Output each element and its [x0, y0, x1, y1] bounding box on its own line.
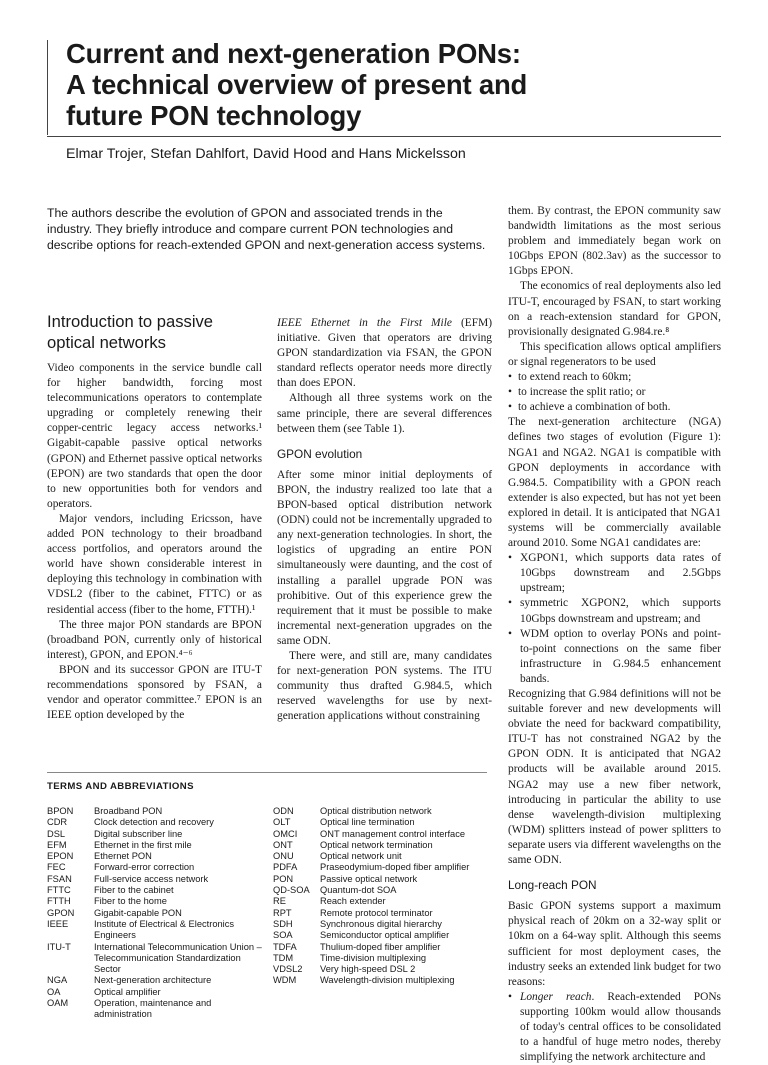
bullet-list — [508, 990, 721, 1065]
term-definition: Thulium-doped fiber amplifier — [320, 941, 441, 952]
terms-rule — [47, 772, 487, 773]
term-definition: Optical amplifier — [94, 986, 161, 997]
term-abbreviation: OLT — [273, 817, 291, 828]
term-row — [47, 829, 262, 840]
paragraph: Although all three systems work on the same principle, there are several differences between them (see Table 1). — [277, 392, 492, 435]
term-definition: Operation, maintenance and administration — [94, 998, 212, 1020]
title-line: Current and next-generation PONs: — [66, 38, 521, 69]
term-abbreviation: PDFA — [273, 862, 298, 873]
term-row — [273, 953, 488, 964]
term-row — [273, 896, 488, 907]
term-definition: ONT management control interface — [320, 828, 466, 839]
bullet-list — [508, 551, 721, 687]
term-row — [273, 885, 488, 896]
bullet-list — [508, 370, 721, 415]
term-abbreviation: NGA — [47, 975, 68, 986]
paragraph — [277, 316, 492, 391]
list-item: • XGPON1, which supports data rates of 10Gbps downstream and 2.5Gbps upstream; — [508, 551, 721, 596]
term-row — [47, 908, 262, 919]
term-abbreviation: RPT — [273, 907, 292, 918]
term-definition: Gigabit-capable PON — [94, 907, 182, 918]
title-vertical-rule — [47, 40, 48, 135]
term-row — [47, 919, 262, 942]
term-definition: Reach extender — [320, 896, 386, 907]
term-definition: Forward-error correction — [94, 862, 195, 873]
title-line: A technical overview of present and — [66, 69, 528, 100]
term-abbreviation: GPON — [47, 907, 75, 918]
term-row — [47, 851, 262, 862]
term-abbreviation: SDH — [273, 918, 293, 929]
paragraph-text: (EFM) initiative. Given that operators are driving GPON standardization via FSAN, the GPON standard reflects operator needs more directly than does EPON. — [277, 317, 492, 390]
term-row — [47, 874, 262, 885]
term-abbreviation: ODN — [273, 806, 294, 816]
title-line: future PON technology — [66, 100, 362, 131]
term-definition: International Telecommunication Union – Telecommunication Standardization Sector — [94, 941, 262, 975]
abstract: The authors describe the evolution of GPON and associated trends in the industry. They briefly introduce and compare current PON technologies and describe options for reach-extended GPON and next-generation access systems. — [47, 206, 486, 252]
list-item: • to achieve a combination of both. — [508, 400, 721, 415]
paragraph: BPON and its successor GPON are ITU-T recommendations sponsored by FSAN, a vendor and operator committee.⁷ EPON is an IEEE option developed by the — [47, 663, 262, 722]
paragraph: There were, and still are, many candidates for next-generation PON systems. The ITU community thus drafted G.984.5, which reserved wavelengths for use by next-generation applications without constraining — [277, 649, 492, 723]
term-definition: Ethernet in the first mile — [94, 839, 192, 850]
term-abbreviation: ONT — [273, 839, 293, 850]
title-horizontal-rule — [47, 136, 721, 137]
list-item: • symmetric XGPON2, which supports 10Gbps downstream and upstream; and — [508, 596, 721, 626]
list-item: • WDM option to overlay PONs and point-to-point connections on the same fiber infrastructure in G.984.5 enhancement bands. — [508, 627, 721, 687]
term-row — [47, 806, 262, 817]
term-abbreviation: OA — [47, 986, 61, 997]
term-row — [47, 817, 262, 828]
term-abbreviation: FEC — [47, 862, 66, 873]
term-row — [47, 998, 262, 1021]
term-abbreviation: DSL — [47, 828, 66, 839]
paragraph: This specification allows optical amplifiers or signal regenerators to be used — [508, 340, 721, 368]
section-heading-intro: Introduction to passive optical networks — [47, 312, 214, 352]
term-definition: Praseodymium-doped fiber amplifier — [320, 862, 470, 873]
term-definition: Fiber to the home — [94, 896, 167, 907]
term-row — [47, 862, 262, 873]
term-abbreviation: EFM — [47, 839, 67, 850]
term-definition: Full-service access network — [94, 873, 209, 884]
term-definition: Fiber to the cabinet — [94, 885, 174, 896]
term-abbreviation: OAM — [47, 998, 69, 1009]
term-definition: Quantum-dot SOA — [320, 885, 397, 896]
term-definition: Clock detection and recovery — [94, 817, 214, 828]
term-row — [273, 840, 488, 851]
term-definition: Optical network termination — [320, 839, 433, 850]
term-row — [273, 829, 488, 840]
paragraph: Major vendors, including Ericsson, have added PON technology to their broadband access portfolios, and operators around the world have shown considerable interest in deploying this technology in combination with VDSL2 (fiber to the cabinet, FTTC) or as residential access (fiber to the home, FTTH).¹ — [47, 512, 262, 616]
paragraph: After some minor initial deployments of BPON, the industry realized too late that a BPON-based optical distribution network (ODN) could not be incrementally upgraded to any next-generation technologies. In short, the logistics of upgrading an entire PON simultaneously were daunting, and the cost of installing a parallel upgrade PON was prohibitive. Out of this experience grew the requirement that it must be possible to make incremental next-generation upgrades on the same ODN. — [277, 468, 492, 647]
term-row — [273, 942, 488, 953]
author-list: Elmar Trojer, Stefan Dahlfort, David Hood and Hans Mickelsson — [66, 146, 466, 162]
term-definition: Passive optical network — [320, 873, 418, 884]
paragraph: Recognizing that G.984 definitions will not be suitable forever and new developments will obviate the need for backward compatibility, ITU-T has not constrained NGA2 by the GPON ODN. It is anticipated that NGA2 products will be available around 2015. NGA2 may use a new fiber network, introducing in particular the ability to use dense wavelength-division multiplexing (WDM) splitters instead of power splitters to separate users via different wavelengths on the same ODN. — [508, 688, 721, 867]
terms-title: TERMS AND ABBREVIATIONS — [47, 781, 194, 792]
term-row — [273, 964, 488, 975]
paragraph: Basic GPON systems support a maximum physical reach of 20km on a 32-way split or 10km on a 64-way split. Although this seems sufficient for most deployment cases, the industry seeks an extended link budget for two reasons: — [508, 900, 721, 988]
terms-column-right — [273, 806, 488, 987]
list-item: • to extend reach to 60km; — [508, 370, 721, 385]
term-abbreviation: TDM — [273, 952, 294, 963]
term-row — [273, 975, 488, 986]
term-abbreviation: FTTC — [47, 885, 71, 896]
term-row — [273, 851, 488, 862]
subsection-heading-long-reach: Long-reach PON — [508, 878, 597, 893]
term-row — [273, 919, 488, 930]
term-definition: Optical distribution network — [320, 806, 432, 816]
body-column-3 — [508, 204, 721, 1065]
longer-reach-italic: Longer reach — [520, 990, 592, 1003]
list-item — [508, 990, 721, 1065]
paragraph: Video components in the service bundle call for higher bandwidth, forcing most telecommunications operators to contemplate upgrading or completely renewing their copper-centric legacy access networks.¹ Gigabit-capable passive optical networks (GPON) and Ethernet passive optical networks (EPON) are two standards that open the door to new opportunities both for vendors and operators. — [47, 362, 262, 510]
term-abbreviation: ONU — [273, 851, 294, 862]
term-row — [47, 975, 262, 986]
term-abbreviation: FSAN — [47, 873, 72, 884]
term-definition: Optical line termination — [320, 817, 415, 828]
term-abbreviation: BPON — [47, 806, 74, 816]
term-row — [47, 896, 262, 907]
list-item-text: . Reach-extended PONs supporting 100km would allow thousands of today's central offices to be consolidated to a handful of huge metro nodes, thereby simplifying the network architecture and — [520, 990, 721, 1064]
term-row — [47, 987, 262, 998]
subsection-heading-gpon-evolution: GPON evolution — [277, 446, 363, 461]
term-definition: Semiconductor optical amplifier — [320, 930, 450, 941]
list-item: • to increase the split ratio; or — [508, 385, 721, 400]
term-definition: Very high-speed DSL 2 — [320, 964, 416, 975]
term-row — [273, 908, 488, 919]
body-column-1 — [47, 312, 262, 723]
term-row — [47, 942, 262, 976]
paragraph: The economics of real deployments also led ITU-T, encouraged by FSAN, to start working on a reach-extension standard for GPON, provisionally designated G.984.re.⁸ — [508, 280, 721, 338]
term-abbreviation: CDR — [47, 817, 68, 828]
term-abbreviation: OMCI — [273, 828, 298, 839]
term-row — [47, 885, 262, 896]
term-row — [273, 930, 488, 941]
paragraph: them. By contrast, the EPON community saw bandwidth limitations as the most serious problem and immediately began work on 10Gbps EPON (802.3av) as the successor to 1Gbps EPON. — [508, 205, 721, 278]
term-abbreviation: EPON — [47, 851, 74, 862]
term-definition: Institute of Electrical & Electronics Engineers — [94, 918, 235, 941]
term-abbreviation: ITU-T — [47, 941, 71, 952]
term-definition: Next-generation architecture — [94, 975, 212, 986]
term-row — [273, 806, 488, 817]
term-definition: Broadband PON — [94, 806, 163, 816]
term-abbreviation: RE — [273, 896, 286, 907]
term-row — [273, 817, 488, 828]
term-abbreviation: TDFA — [273, 941, 297, 952]
terms-column-left — [47, 806, 262, 1021]
paragraph: The next-generation architecture (NGA) defines two stages of evolution (Figure 1): NGA1 and NGA2. NGA1 is compatible with GPON deployments in accordance with G.984.5. Compatibility with a GPON reach extender is also expected, but has not yet been explored in detail. It is anticipated that NGA1 systems will be commercially available around 2010. Some NGA1 candidates are: — [508, 416, 721, 550]
term-abbreviation: VDSL2 — [273, 964, 303, 975]
term-abbreviation: PON — [273, 873, 294, 884]
article-title — [66, 38, 716, 131]
term-row — [47, 840, 262, 851]
paragraph: The three major PON standards are BPON (broadband PON, currently only of historical interest), GPON, and EPON.⁴⁻⁶ — [47, 618, 262, 661]
body-column-2 — [277, 316, 492, 724]
term-definition: Time-division multiplexing — [320, 952, 427, 963]
efm-italic: IEEE Ethernet in the First Mile — [277, 317, 452, 329]
term-definition: Remote protocol terminator — [320, 907, 433, 918]
term-abbreviation: FTTH — [47, 896, 71, 907]
term-row — [273, 874, 488, 885]
term-definition: Wavelength-division multiplexing — [320, 975, 455, 986]
term-definition: Ethernet PON — [94, 851, 152, 862]
term-definition: Digital subscriber line — [94, 828, 183, 839]
term-row — [273, 862, 488, 873]
term-abbreviation: QD-SOA — [273, 885, 310, 896]
term-abbreviation: IEEE — [47, 918, 69, 929]
term-definition: Optical network unit — [320, 851, 402, 862]
term-abbreviation: WDM — [273, 975, 297, 986]
term-definition: Synchronous digital hierarchy — [320, 918, 442, 929]
term-abbreviation: SOA — [273, 930, 293, 941]
